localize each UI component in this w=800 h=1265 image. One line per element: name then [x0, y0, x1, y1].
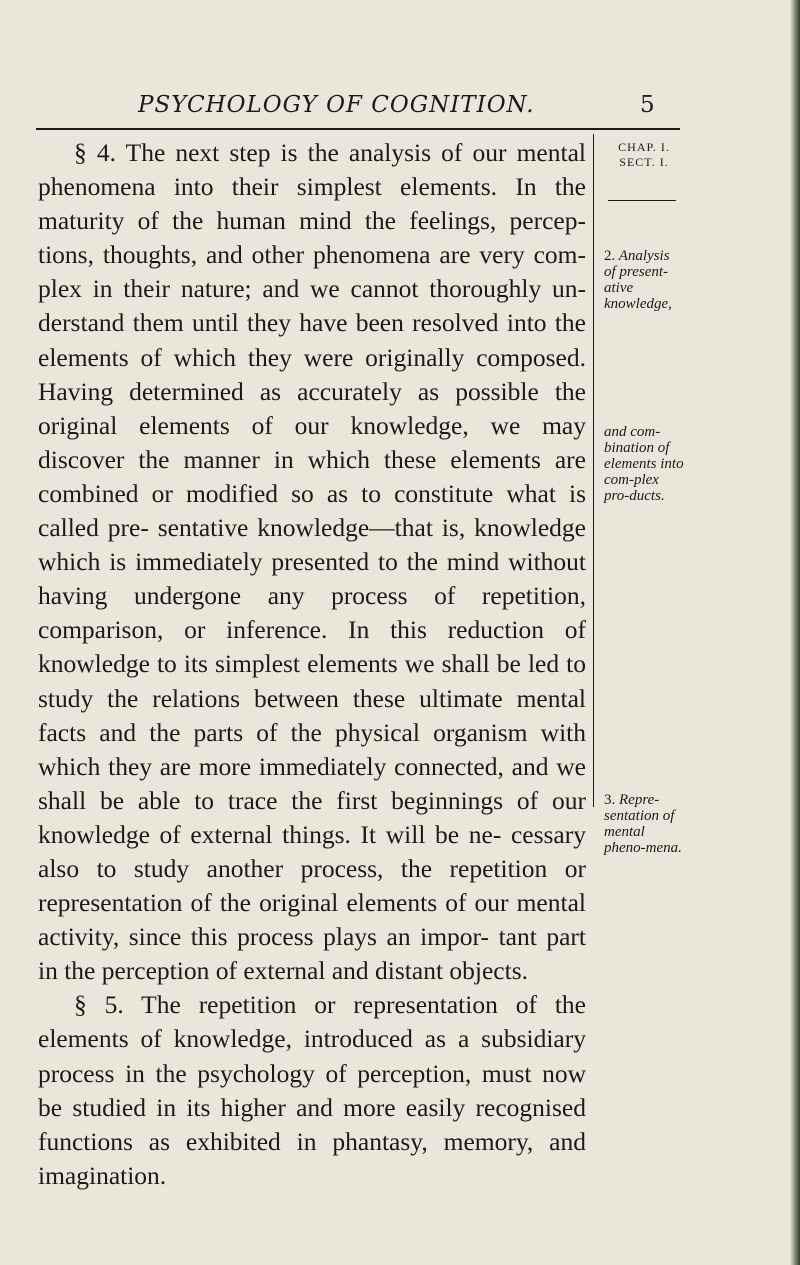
margin-note-combination [604, 424, 684, 504]
running-title: PSYCHOLOGY OF COGNITION. [138, 92, 535, 118]
margin-note-text: and com-bination of elements into com-plex pro-ducts. [604, 424, 684, 504]
chapter-label: CHAP. I. [618, 140, 670, 154]
margin-note-number: 3. [604, 792, 616, 808]
chapter-section-label [604, 140, 684, 170]
margin-column-rule [593, 134, 594, 807]
margin-note-number: 2. [604, 248, 616, 264]
section-label: SECT. I. [619, 155, 669, 169]
margin-note-text: Repre-sentation of mental pheno-mena. [604, 792, 682, 856]
margin-note-analysis [604, 248, 684, 312]
paragraph-section-5: § 5. The repetition or representation of the elements of knowledge, introduced as a subsidiary process in the psychology of perception, must now be studied in its higher and more easily recognised functions as exhibited in phantasy, memory, and imagination. [38, 990, 586, 1190]
margin-note-representation [604, 792, 684, 856]
paragraph-section-4: § 4. The next step is the analysis of our mental phenomena into their simplest elements. In the maturity of the human mind the feelings, percep- tions, thoughts, and other phenomena are very com- plex in their nature; and we cannot thoroughly un- derstand them until they have been resolved into the elements of which they were originally composed. Having determined as accurately as possible the original elements of our knowledge, we may discover the manner in which these elements are combined or modified so as to constitute what is called pre- sentative knowledge—that is, knowledge which is immediately presented to the mind without having undergone any process of repetition, comparison, or inference. In this reduction of knowledge to its simplest elements we shall be led to study the relations between these ultimate mental facts and the parts of the physical organism with which they are more immediately connected, and we shall be able to trace the first beginnings of our knowledge of external things. It will be ne- cessary also to study another process, the repetition or representation of the original elements of our mental activity, since this process plays an impor- tant part in the perception of external and distant objects. [38, 138, 586, 986]
page-edge [790, 0, 800, 1265]
page-number: 5 [640, 92, 655, 118]
chapter-rule [608, 200, 676, 201]
header-rule [36, 128, 680, 130]
main-text [38, 136, 586, 1193]
margin-note-text: Analysis of present-ative knowledge, [604, 248, 672, 312]
